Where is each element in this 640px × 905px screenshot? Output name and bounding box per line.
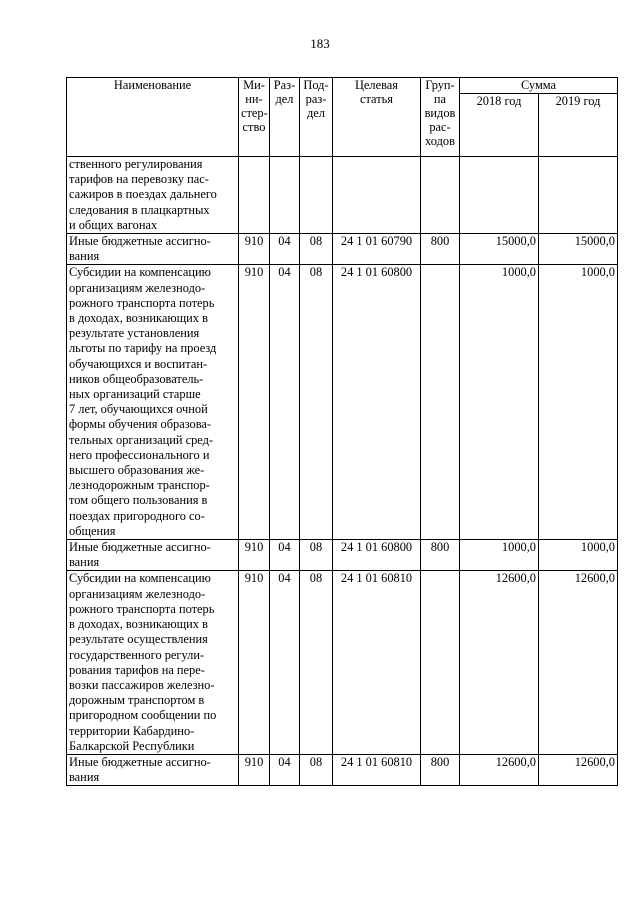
row-ministry: 910 (239, 540, 270, 571)
row-year-2018: 1000,0 (460, 540, 539, 571)
row-subsection (300, 157, 333, 234)
row-section (270, 157, 300, 234)
row-year-2019: 12600,0 (539, 754, 618, 785)
row-subsection: 08 (300, 234, 333, 265)
row-name: Субсидии на компенсацию организациям железнодо- рожного транспорта потерь в доходах, возникающих в результате установления льготы по тарифу на проезд обучающихся и воспитан- ников общеобразователь- ных организаций старше 7 лет, обучающихся очной формы обучения образова- тельных организаций сред- него профессионального и высшего образования же- лезнодорожным транспор- том общего пользования в поездах пригородного со- общения (67, 265, 239, 540)
row-year-2018 (460, 157, 539, 234)
table-row (67, 234, 618, 265)
header-group: Груп- па видов рас- ходов (421, 78, 460, 157)
row-ministry (239, 157, 270, 234)
row-group: 800 (421, 754, 460, 785)
row-group (421, 265, 460, 540)
header-subsection: Под- раз- дел (300, 78, 333, 157)
header-section: Раз- дел (270, 78, 300, 157)
row-section: 04 (270, 754, 300, 785)
row-group (421, 157, 460, 234)
row-name: ственного регулирования тарифов на перевозку пас- сажиров в поездах дальнего следования в плацкартных и общих вагонах (67, 157, 239, 234)
header-name: Наименование (67, 78, 239, 157)
header-year-2018: 2018 год (460, 94, 539, 157)
row-year-2018: 12600,0 (460, 754, 539, 785)
table-row (67, 265, 618, 540)
row-group: 800 (421, 540, 460, 571)
row-section: 04 (270, 571, 300, 754)
row-section: 04 (270, 265, 300, 540)
row-section: 04 (270, 540, 300, 571)
row-name: Иные бюджетные ассигно- вания (67, 540, 239, 571)
table-header (67, 78, 618, 157)
row-subsection: 08 (300, 265, 333, 540)
row-year-2019: 1000,0 (539, 540, 618, 571)
row-target: 24 1 01 60800 (333, 265, 421, 540)
header-year-2019: 2019 год (539, 94, 618, 157)
table-row (67, 540, 618, 571)
row-group (421, 571, 460, 754)
row-year-2018: 1000,0 (460, 265, 539, 540)
header-sum: Сумма (460, 78, 618, 94)
row-name: Субсидии на компенсацию организациям железнодо- рожного транспорта потерь в доходах, возникающих в результате осуществления государственного регули- рования тарифов на пере- возки пассажиров железно- дорожным транспортом в пригородном сообщении по территории Кабардино- Балкарской Республики (67, 571, 239, 754)
row-ministry: 910 (239, 265, 270, 540)
row-target: 24 1 01 60800 (333, 540, 421, 571)
row-year-2019: 15000,0 (539, 234, 618, 265)
budget-table (66, 77, 618, 786)
row-target: 24 1 01 60810 (333, 571, 421, 754)
row-ministry: 910 (239, 571, 270, 754)
row-group: 800 (421, 234, 460, 265)
page-number: 183 (310, 36, 330, 51)
table-row (67, 571, 618, 754)
row-subsection: 08 (300, 754, 333, 785)
row-year-2019 (539, 157, 618, 234)
row-target (333, 157, 421, 234)
row-ministry: 910 (239, 234, 270, 265)
table-row (67, 157, 618, 234)
row-year-2018: 12600,0 (460, 571, 539, 754)
row-name: Иные бюджетные ассигно- вания (67, 234, 239, 265)
header-target: Целевая статья (333, 78, 421, 157)
row-target: 24 1 01 60810 (333, 754, 421, 785)
row-name: Иные бюджетные ассигно- вания (67, 754, 239, 785)
row-ministry: 910 (239, 754, 270, 785)
row-year-2019: 1000,0 (539, 265, 618, 540)
row-year-2018: 15000,0 (460, 234, 539, 265)
header-ministry: Ми- ни- стер- ство (239, 78, 270, 157)
row-year-2019: 12600,0 (539, 571, 618, 754)
row-subsection: 08 (300, 571, 333, 754)
table-row (67, 754, 618, 785)
row-target: 24 1 01 60790 (333, 234, 421, 265)
row-subsection: 08 (300, 540, 333, 571)
table-body (67, 157, 618, 786)
row-section: 04 (270, 234, 300, 265)
